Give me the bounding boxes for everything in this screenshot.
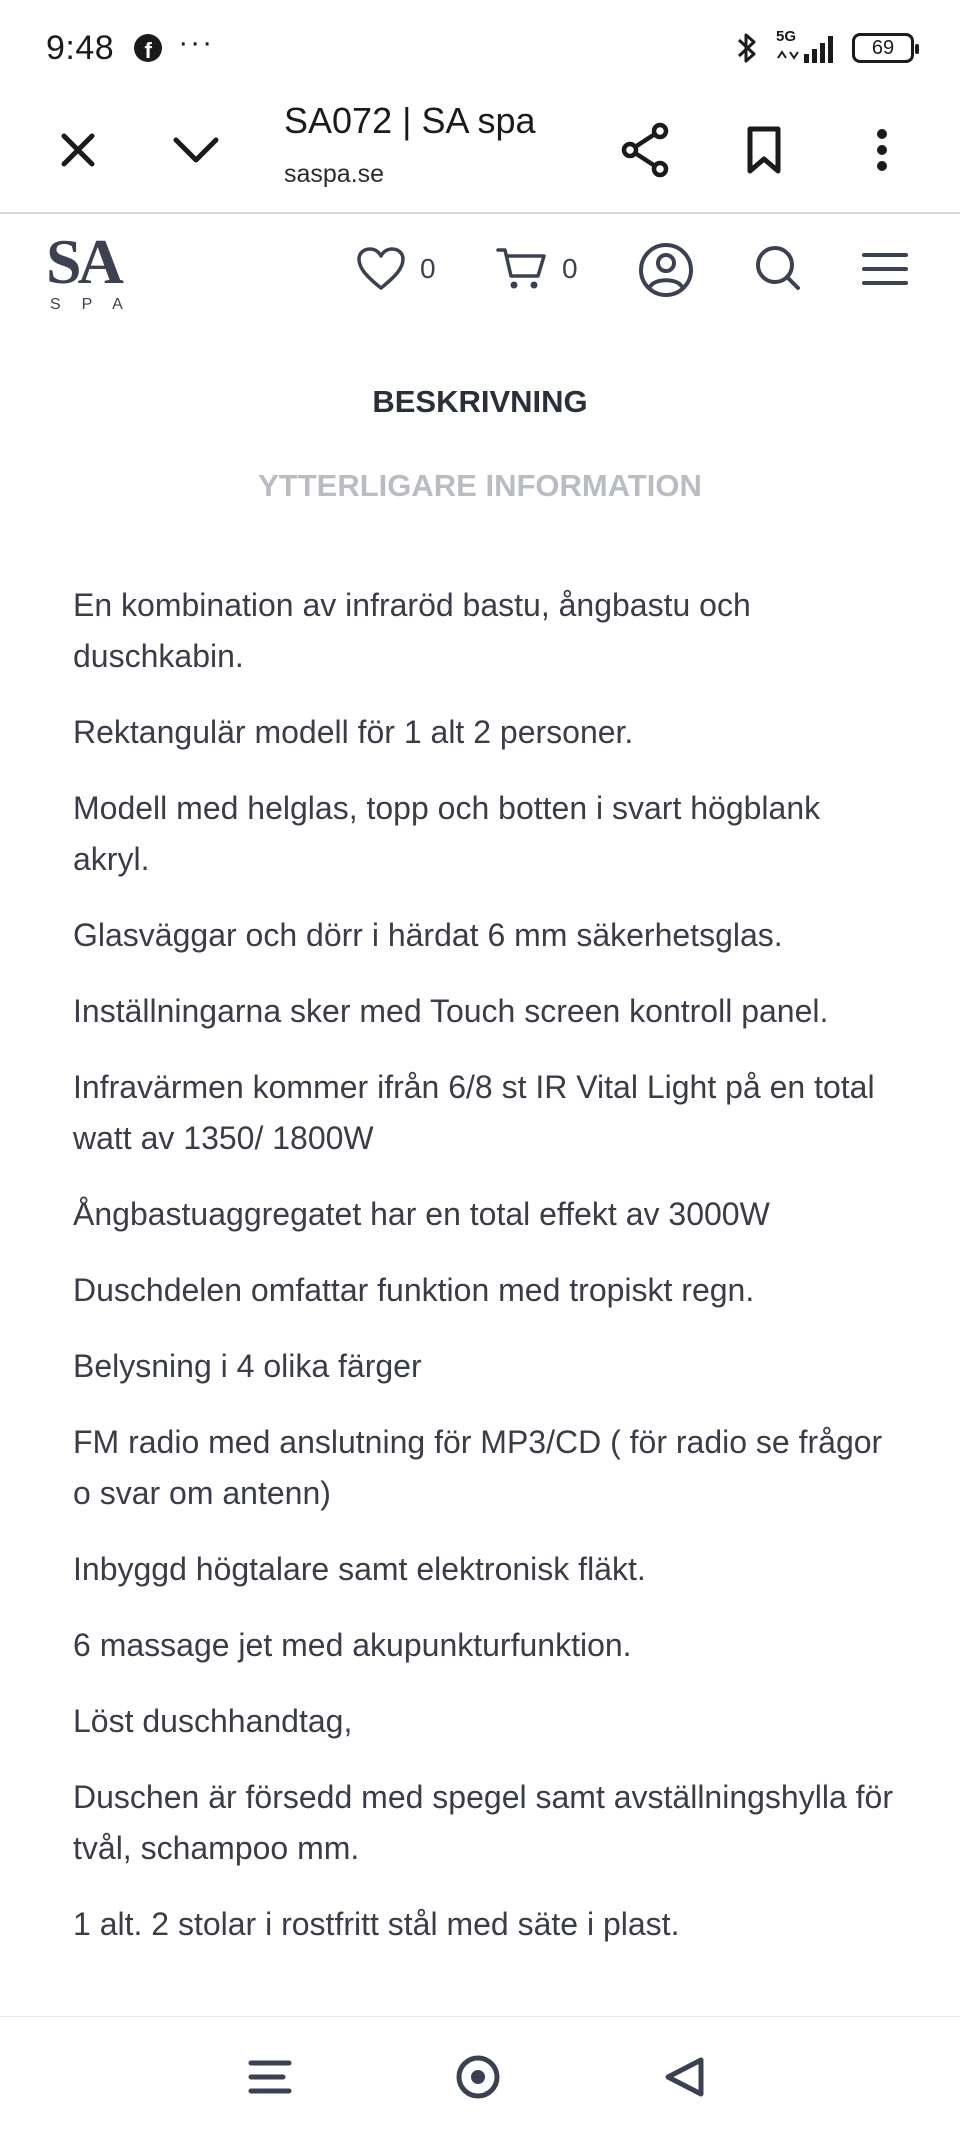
product-description bbox=[73, 580, 893, 1975]
description-line: FM radio med anslutning för MP3/CD ( för radio se frågor o svar om antenn) bbox=[73, 1424, 883, 1511]
description-line: Rektangulär modell för 1 alt 2 personer. bbox=[73, 714, 634, 750]
more-vertical-icon[interactable] bbox=[850, 118, 914, 182]
bookmark-icon[interactable] bbox=[732, 118, 796, 182]
logo-mark: SA bbox=[46, 226, 120, 297]
battery-level: 69 bbox=[871, 36, 895, 59]
close-icon[interactable] bbox=[46, 118, 110, 182]
menu-icon bbox=[862, 252, 908, 286]
logo-subtitle: SPA bbox=[50, 296, 144, 313]
description-line: Ångbastuaggregatet har en total effekt av 3000W bbox=[73, 1196, 770, 1232]
description-line: Inbyggd högtalare samt elektronisk fläkt. bbox=[73, 1551, 646, 1587]
description-line: Glasväggar och dörr i härdat 6 mm säkerhetsglas. bbox=[73, 917, 783, 953]
wishlist-button[interactable] bbox=[356, 246, 436, 292]
user-icon bbox=[638, 242, 694, 298]
description-line: 1 alt. 2 stolar i rostfritt stål med säte i plast. bbox=[73, 1906, 680, 1942]
wishlist-count: 0 bbox=[420, 253, 436, 284]
share-icon[interactable] bbox=[614, 118, 678, 182]
tab-description[interactable]: BESKRIVNING bbox=[372, 384, 588, 419]
description-line: Belysning i 4 olika färger bbox=[73, 1348, 422, 1384]
description-line: En kombination av infraröd bastu, ångbastu och duschkabin. bbox=[73, 587, 751, 674]
system-nav-bar bbox=[0, 2016, 960, 2133]
description-line: Inställningarna sker med Touch screen kontroll panel. bbox=[73, 993, 829, 1029]
description-line: Infravärmen kommer ifrån 6/8 st IR Vital Light på en total watt av 1350/ 1800W bbox=[73, 1069, 875, 1156]
chevron-down-icon[interactable] bbox=[164, 118, 228, 182]
description-line: Duschdelen omfattar funktion med tropiskt regn. bbox=[73, 1272, 755, 1308]
page-url[interactable]: saspa.se bbox=[284, 160, 385, 188]
search-icon bbox=[754, 244, 802, 292]
back-icon[interactable] bbox=[655, 2047, 715, 2107]
description-line: Löst duschhandtag, bbox=[73, 1703, 353, 1739]
bluetooth-icon bbox=[734, 30, 760, 66]
signal-icon bbox=[774, 30, 838, 66]
account-button[interactable] bbox=[638, 242, 694, 298]
cart-icon bbox=[496, 246, 548, 292]
description-line: Modell med helglas, topp och botten i svart högblank akryl. bbox=[73, 790, 821, 877]
site-header bbox=[0, 216, 960, 326]
facebook-icon: f bbox=[134, 34, 162, 62]
menu-button[interactable] bbox=[862, 252, 908, 286]
tab-additional-info[interactable]: YTTERLIGARE INFORMATION bbox=[258, 468, 702, 503]
logo[interactable] bbox=[46, 226, 144, 324]
cart-button[interactable] bbox=[496, 246, 578, 292]
battery-icon bbox=[852, 33, 914, 63]
heart-icon bbox=[356, 246, 406, 292]
description-line: Duschen är försedd med spegel samt avställningshylla för tvål, schampoo mm. bbox=[73, 1779, 893, 1866]
status-icons bbox=[734, 30, 914, 66]
description-line: 6 massage jet med akupunkturfunktion. bbox=[73, 1627, 632, 1663]
network-type: 5G bbox=[776, 28, 797, 45]
home-icon[interactable] bbox=[448, 2047, 508, 2107]
status-bar bbox=[0, 0, 960, 96]
cart-count: 0 bbox=[562, 253, 578, 284]
status-time: 9:48 bbox=[46, 28, 115, 67]
more-dots-icon: ··· bbox=[178, 26, 215, 59]
page-title[interactable]: SA072 | SA spa bbox=[284, 100, 536, 141]
recent-apps-icon[interactable] bbox=[240, 2047, 300, 2107]
search-button[interactable] bbox=[754, 244, 802, 292]
